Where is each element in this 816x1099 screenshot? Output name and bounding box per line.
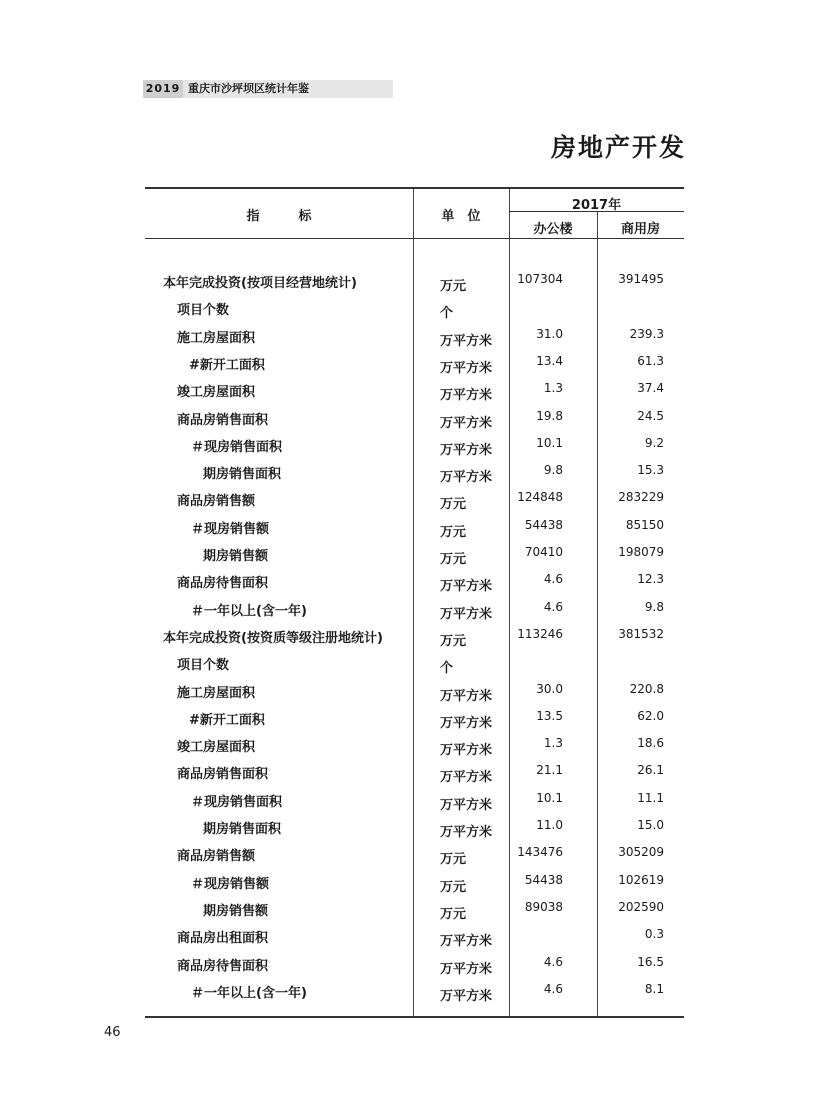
row-commercial-value: 16.5 bbox=[637, 954, 664, 969]
table-row bbox=[145, 900, 684, 927]
table-top-rule bbox=[145, 187, 684, 189]
row-commercial-value: 18.6 bbox=[637, 736, 664, 751]
row-commercial-value: 202590 bbox=[618, 899, 664, 914]
row-name: 商品房出租面积 bbox=[177, 931, 269, 947]
table-row bbox=[145, 409, 684, 436]
row-unit: 万平方米 bbox=[440, 470, 493, 486]
row-commercial-value: 198079 bbox=[618, 545, 664, 559]
table-row bbox=[145, 600, 684, 627]
table-row bbox=[145, 709, 684, 736]
row-office-value: 54438 bbox=[524, 872, 563, 887]
row-unit: 万元 bbox=[440, 906, 467, 922]
row-name: 竣工房屋面积 bbox=[177, 385, 256, 401]
row-office-value: 4.6 bbox=[543, 599, 563, 614]
table-row bbox=[145, 927, 684, 954]
table-row bbox=[145, 982, 684, 1009]
table-row bbox=[145, 572, 684, 599]
row-commercial-value: 283229 bbox=[618, 490, 664, 505]
row-unit: 万平方米 bbox=[440, 442, 493, 458]
row-commercial-value: 24.5 bbox=[637, 408, 664, 423]
running-header-year: 2019 bbox=[143, 80, 183, 98]
table-row bbox=[145, 682, 684, 709]
table-row bbox=[145, 845, 684, 872]
table-row bbox=[145, 545, 684, 572]
row-unit: 万元 bbox=[440, 552, 467, 567]
row-unit: 万元 bbox=[440, 524, 467, 540]
table-row bbox=[145, 873, 684, 900]
row-name: ＃一年以上(含一年) bbox=[191, 603, 307, 619]
row-commercial-value: 37.4 bbox=[637, 381, 664, 396]
row-office-value: 143476 bbox=[517, 845, 563, 860]
row-commercial-value: 11.1 bbox=[637, 790, 664, 805]
row-office-value: 11.0 bbox=[536, 818, 563, 832]
row-name: ＃现房销售面积 bbox=[191, 794, 283, 810]
row-name: 期房销售额 bbox=[203, 903, 269, 919]
row-commercial-value: 391495 bbox=[618, 272, 664, 286]
table-bottom-rule bbox=[145, 1016, 684, 1018]
row-unit: 万平方米 bbox=[440, 688, 493, 704]
row-office-value: 10.1 bbox=[536, 435, 563, 450]
row-unit: 万平方米 bbox=[440, 715, 493, 731]
page-number: 46 bbox=[104, 1025, 121, 1040]
row-commercial-value: 9.2 bbox=[644, 435, 664, 450]
row-name: #新开工面积 bbox=[189, 712, 265, 728]
header-unit: 单 位 bbox=[441, 209, 481, 224]
table-row bbox=[145, 490, 684, 517]
row-name: 竣工房屋面积 bbox=[177, 740, 256, 756]
table-row bbox=[145, 736, 684, 763]
row-name: 项目个数 bbox=[177, 658, 230, 674]
header-office: 办公楼 bbox=[533, 222, 573, 237]
table-row bbox=[145, 627, 684, 654]
row-commercial-value: 62.0 bbox=[637, 708, 664, 723]
row-office-value: 124848 bbox=[517, 490, 563, 505]
header-commercial: 商用房 bbox=[620, 222, 660, 237]
page-title: 房地产开发 bbox=[550, 133, 686, 162]
row-name: 期房销售面积 bbox=[203, 467, 282, 483]
row-unit: 万平方米 bbox=[440, 388, 493, 404]
row-commercial-value: 220.8 bbox=[629, 681, 664, 696]
row-office-value: 107304 bbox=[517, 272, 563, 286]
row-unit: 万元 bbox=[440, 879, 467, 895]
table-row bbox=[145, 272, 684, 299]
row-unit: 万平方米 bbox=[440, 825, 493, 840]
row-office-value: 13.4 bbox=[536, 353, 563, 368]
row-office-value: 70410 bbox=[524, 545, 563, 559]
row-office-value: 1.3 bbox=[543, 736, 563, 751]
row-commercial-value: 9.8 bbox=[644, 599, 664, 614]
row-commercial-value: 8.1 bbox=[644, 981, 664, 996]
row-unit: 万平方米 bbox=[440, 415, 493, 431]
row-office-value: 4.6 bbox=[543, 572, 563, 587]
row-office-value: 4.6 bbox=[543, 981, 563, 996]
table-row bbox=[145, 463, 684, 490]
row-unit: 万平方米 bbox=[440, 360, 493, 376]
row-commercial-value: 239.3 bbox=[629, 326, 664, 341]
row-commercial-value: 0.3 bbox=[644, 927, 664, 942]
table-row bbox=[145, 327, 684, 354]
row-name: #新开工面积 bbox=[189, 357, 265, 373]
row-unit: 万平方米 bbox=[440, 934, 493, 950]
row-name: 本年完成投资(按项目经营地统计) bbox=[163, 276, 357, 291]
row-office-value: 31.0 bbox=[536, 326, 563, 341]
row-unit: 万平方米 bbox=[440, 579, 493, 595]
row-office-value: 1.3 bbox=[543, 381, 563, 396]
row-office-value: 13.5 bbox=[536, 708, 563, 723]
row-unit: 万平方米 bbox=[440, 606, 493, 622]
row-commercial-value: 15.0 bbox=[637, 818, 664, 832]
row-unit: 万平方米 bbox=[440, 797, 493, 813]
header-indicator: 指 标 bbox=[246, 209, 312, 224]
running-header-title: 重庆市沙坪坝区统计年鉴 bbox=[188, 82, 309, 95]
row-unit: 万平方米 bbox=[440, 770, 493, 786]
row-commercial-value: 61.3 bbox=[637, 353, 664, 368]
row-name: ＃现房销售额 bbox=[191, 876, 270, 892]
row-unit: 个 bbox=[440, 661, 454, 677]
row-commercial-value: 15.3 bbox=[637, 463, 664, 478]
row-name: 商品房待售面积 bbox=[177, 958, 269, 974]
table-row bbox=[145, 763, 684, 790]
table-row bbox=[145, 436, 684, 463]
row-office-value: 89038 bbox=[524, 899, 563, 914]
row-unit: 万元 bbox=[440, 279, 467, 294]
row-office-value: 9.8 bbox=[543, 463, 563, 478]
row-unit: 万平方米 bbox=[440, 988, 493, 1004]
row-name: 商品房销售面积 bbox=[177, 767, 269, 783]
row-name: 本年完成投资(按资质等级注册地统计) bbox=[163, 630, 383, 646]
row-name: ＃现房销售面积 bbox=[191, 439, 283, 455]
row-name: 商品房销售额 bbox=[177, 849, 256, 865]
row-office-value: 113246 bbox=[517, 626, 563, 641]
row-commercial-value: 381532 bbox=[618, 626, 664, 641]
row-office-value: 19.8 bbox=[536, 408, 563, 423]
row-name: 期房销售额 bbox=[203, 549, 269, 564]
row-office-value: 21.1 bbox=[536, 763, 563, 778]
row-name: 商品房销售面积 bbox=[177, 412, 269, 428]
row-unit: 万平方米 bbox=[440, 743, 493, 759]
row-name: 项目个数 bbox=[177, 303, 230, 319]
row-office-value: 4.6 bbox=[543, 954, 563, 969]
row-commercial-value: 12.3 bbox=[637, 572, 664, 587]
row-commercial-value: 85150 bbox=[625, 517, 664, 532]
row-office-value: 30.0 bbox=[536, 681, 563, 696]
row-unit: 万元 bbox=[440, 633, 467, 649]
row-office-value: 10.1 bbox=[536, 790, 563, 805]
row-unit: 个 bbox=[440, 306, 454, 322]
row-name: 期房销售面积 bbox=[203, 822, 282, 837]
row-name: ＃一年以上(含一年) bbox=[191, 985, 307, 1001]
row-name: 商品房销售额 bbox=[177, 494, 256, 510]
row-name: ＃现房销售额 bbox=[191, 521, 270, 537]
row-name: 商品房待售面积 bbox=[177, 576, 269, 592]
table-row bbox=[145, 381, 684, 408]
header-year: 2017年 bbox=[571, 198, 622, 213]
row-unit: 万元 bbox=[440, 497, 467, 513]
row-name: 施工房屋面积 bbox=[177, 330, 256, 346]
row-name: 施工房屋面积 bbox=[177, 685, 256, 701]
table-row bbox=[145, 955, 684, 982]
row-unit: 万平方米 bbox=[440, 961, 493, 977]
row-office-value: 54438 bbox=[524, 517, 563, 532]
table-header-rule bbox=[145, 238, 684, 239]
table-row bbox=[145, 791, 684, 818]
table-row bbox=[145, 354, 684, 381]
row-commercial-value: 305209 bbox=[618, 845, 664, 860]
row-unit: 万平方米 bbox=[440, 333, 493, 349]
table-row bbox=[145, 818, 684, 845]
table-row bbox=[145, 518, 684, 545]
row-unit: 万元 bbox=[440, 852, 467, 868]
row-commercial-value: 102619 bbox=[618, 872, 664, 887]
table-row bbox=[145, 654, 684, 681]
table-row bbox=[145, 299, 684, 326]
row-commercial-value: 26.1 bbox=[637, 763, 664, 778]
